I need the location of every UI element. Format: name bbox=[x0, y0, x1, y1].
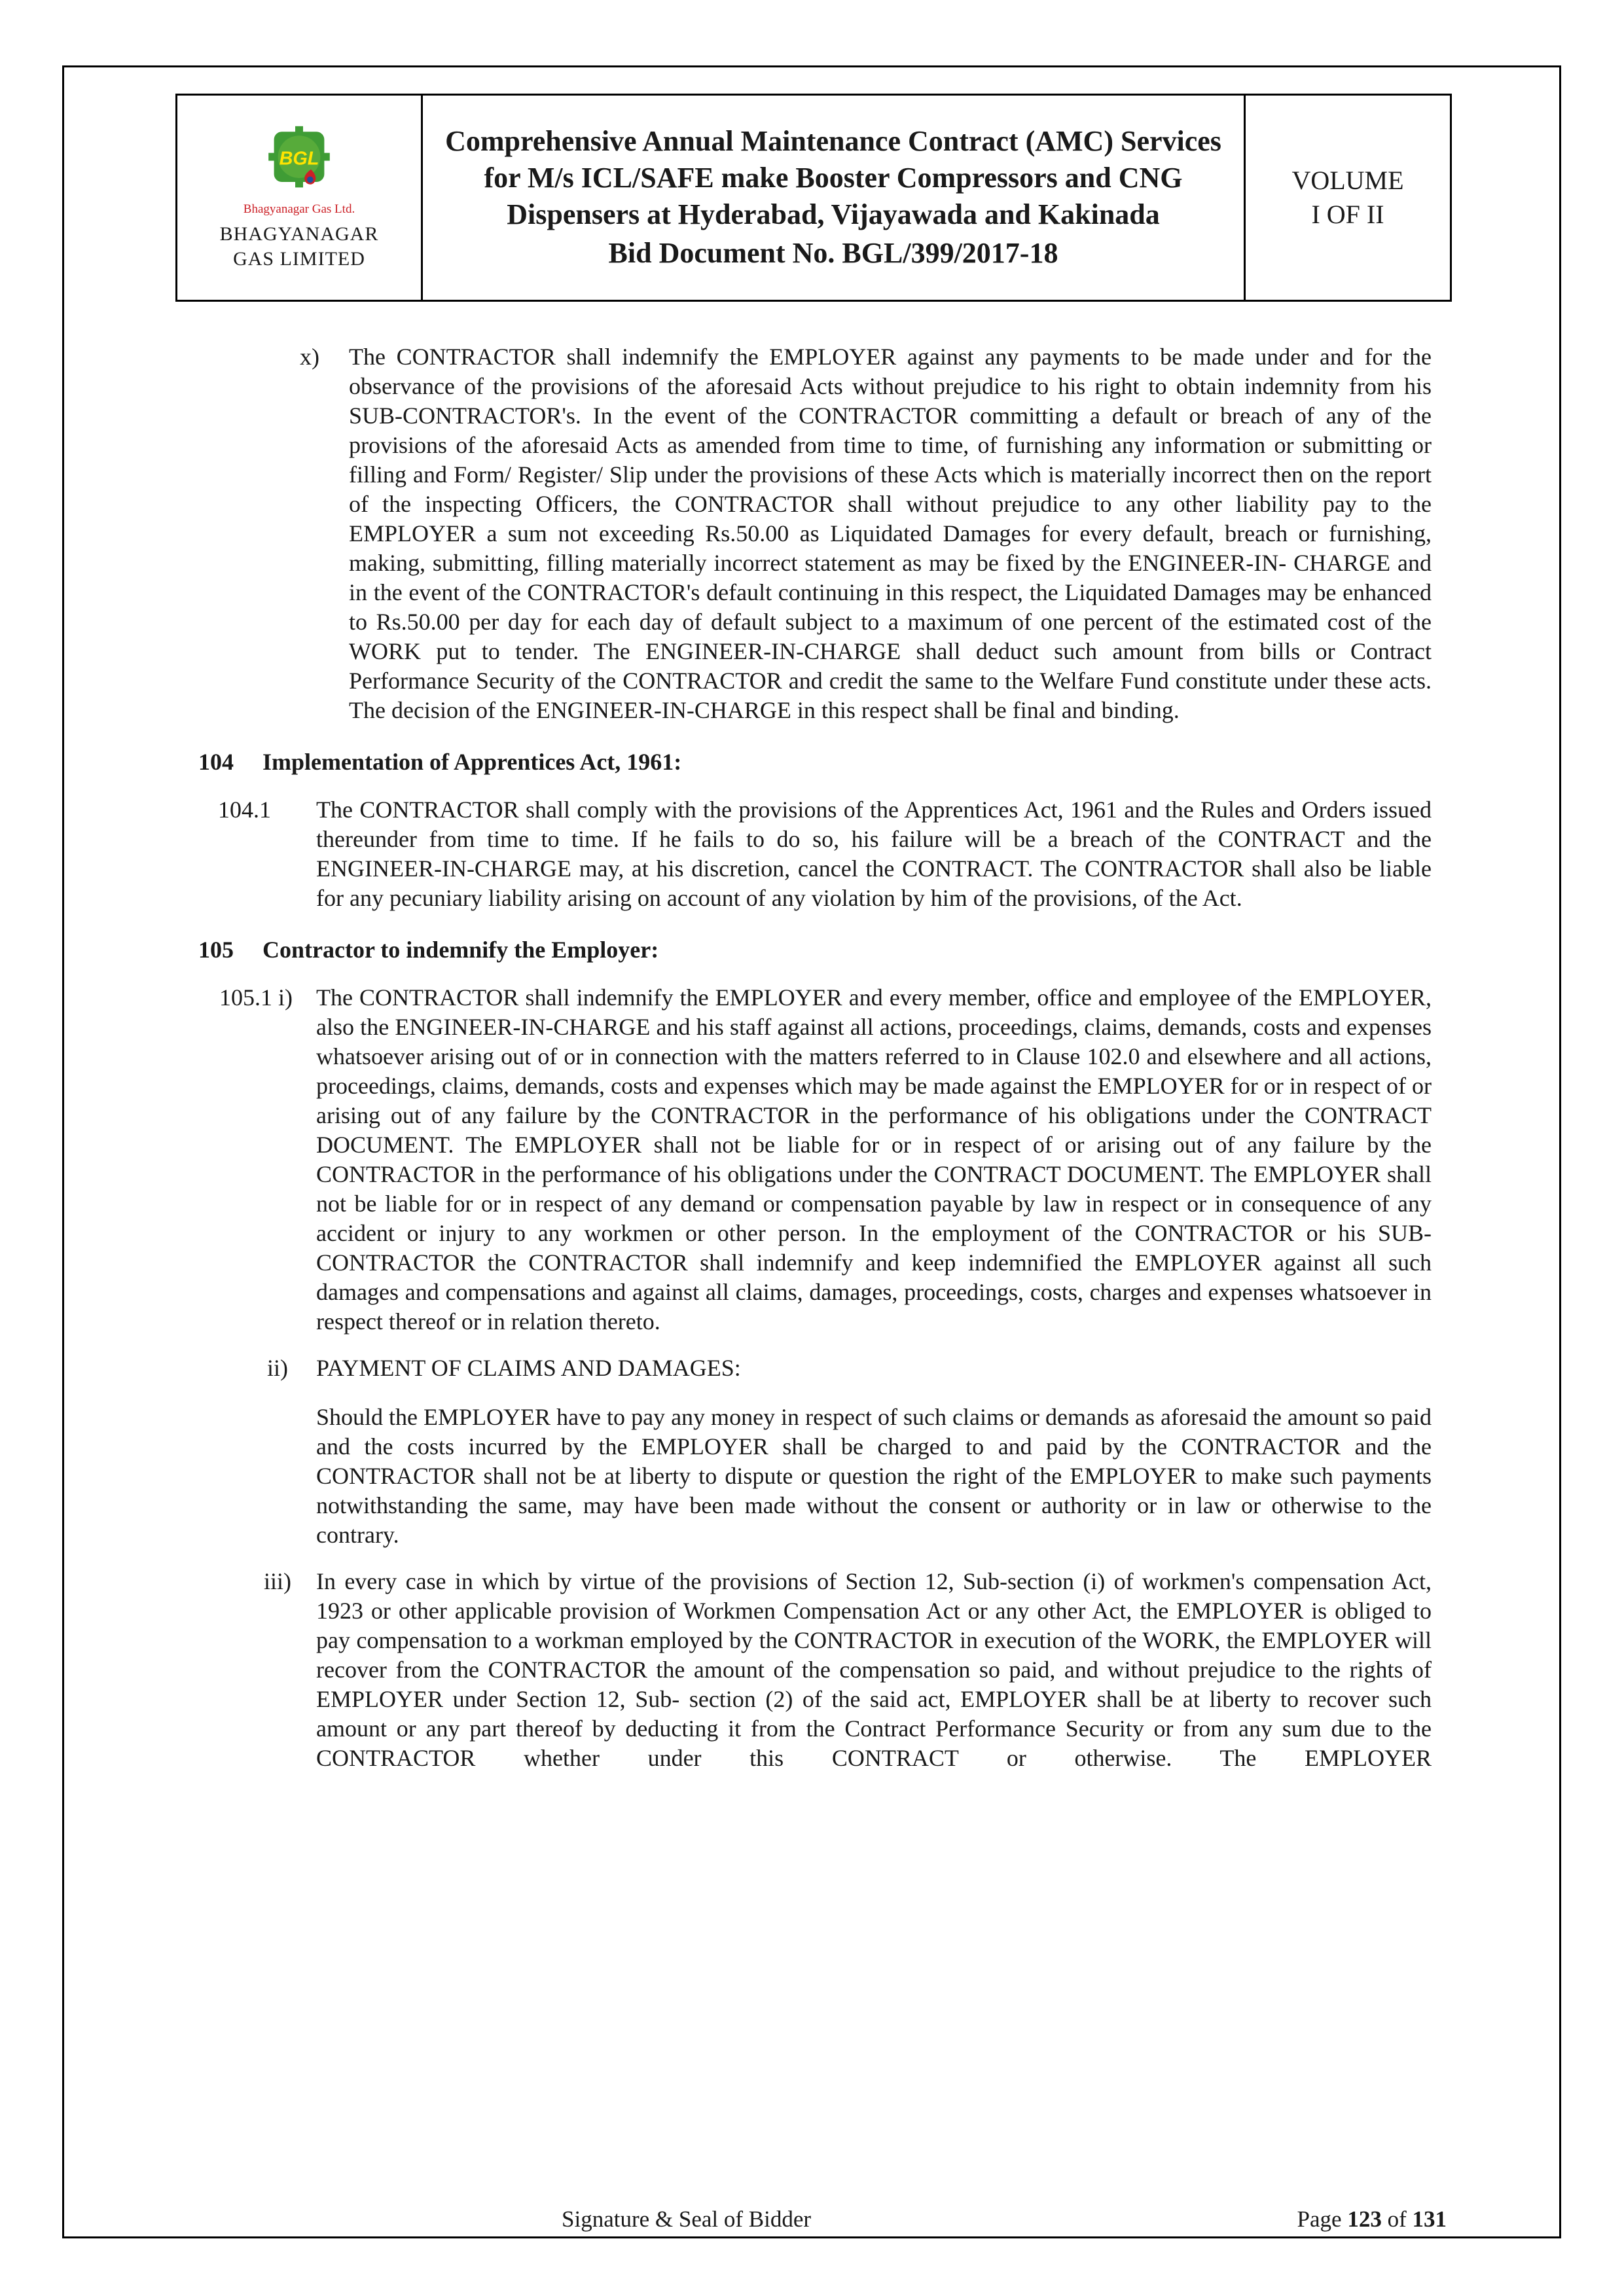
page-number bbox=[1297, 2206, 1447, 2233]
section-105-heading bbox=[198, 935, 1432, 965]
section-105-number: 105 bbox=[198, 937, 234, 963]
company-logo-icon bbox=[256, 124, 342, 201]
item-iii-text: In every case in which by virtue of the provisions of Section 12, Sub-section (i) of workmen's compensation Act, 1923 or other applicable provision of Workmen Compensation Act or any other Act, the EMPLOYER is obliged to pay compensation to a workman employed by the CONTRACTOR in execution of the WORK, the EMPLOYER will recover from the CONTRACTOR the amount of the compensation so paid, and without prejudice to the rights of EMPLOYER under Section 12, Sub- section (2) of the said act, EMPLOYER shall be at liberty to recover such amount or any part thereof by deducting it from the Contract Performance Security or from any sum due to the CONTRACTOR whether under this CONTRACT or otherwise. The EMPLOYER bbox=[316, 1568, 1432, 1771]
paragraph-104-1 bbox=[198, 795, 1432, 913]
page-current: 123 bbox=[1347, 2206, 1382, 2232]
item-ii-heading-text: PAYMENT OF CLAIMS AND DAMAGES: bbox=[316, 1355, 741, 1381]
section-104-number: 104 bbox=[198, 749, 234, 775]
svg-text:BGL: BGL bbox=[279, 148, 319, 170]
clause-x-label: x) bbox=[300, 344, 319, 370]
of-word: of bbox=[1387, 2206, 1407, 2232]
paragraph-105-1-text: The CONTRACTOR shall indemnify the EMPLOYER and every member, office and employee of the EMPLOYER, also the ENGINEER-IN-CHARGE and his staff against all actions, proceedings, claims, demands, costs and expenses whatsoever arising out of or in connection with the matters referred to in Clause 102.0 and elsewhere and all actions, proceedings, claims, demands, costs and expenses which may be made against the EMPLOYER for or in respect of or arising out of any failure by the CONTRACTOR in the performance of his obligations under the CONTRACT DOCUMENT. The EMPLOYER shall not be liable for or in respect of or arising out of any failure by the CONTRACTOR in the performance of his obligations under the CONTRACT DOCUMENT. The EMPLOYER shall not be liable for or in respect of any demand or compensation payable by law in respect or in consequence of any accident or injury to any workmen or other person. In the employment of the CONTRACTOR or his SUB-CONTRACTOR the CONTRACTOR shall indemnify and keep indemnified the EMPLOYER against all such damages and compensations and against all claims, damages, proceedings, costs, charges and expenses whatsoever in respect thereof or in relation thereto. bbox=[316, 984, 1432, 1335]
item-ii-text: Should the EMPLOYER have to pay any money in respect of such claims or demands as aforesaid the amount so paid and the costs incurred by the EMPLOYER shall be charged to and paid by the CONTRACTOR and the CONTRACTOR shall not be at liberty to dispute or question the right of the EMPLOYER to make such payments notwithstanding the same, may have been made without the consent or authority or in law or otherwise to the contrary. bbox=[316, 1404, 1432, 1548]
company-name-line2: GAS LIMITED bbox=[233, 248, 365, 270]
item-iii-label: iii) bbox=[264, 1568, 291, 1594]
paragraph-104-1-text: The CONTRACTOR shall comply with the provisions of the Apprentices Act, 1961 and the Rules and Orders issued thereunder from time to time. If he fails to do so, his failure will be a breach of the CONTRACT and the ENGINEER-IN-CHARGE may, at his discretion, cancel the CONTRACT. The CONTRACTOR shall also be liable for any pecuniary liability arising on account of any violation by him of the provisions, of the Act. bbox=[316, 797, 1432, 911]
page-word: Page bbox=[1297, 2206, 1342, 2232]
logo-subtitle: Bhagyanagar Gas Ltd. bbox=[243, 202, 355, 216]
document-title: Comprehensive Annual Maintenance Contract (AMC) Services for M/s ICL/SAFE make Booster Compressors and CNG Dispensers at Hyderabad, Vijayawada and Kakinada bbox=[445, 125, 1221, 230]
volume-label-line1: VOLUME bbox=[1291, 166, 1404, 195]
item-ii-heading bbox=[198, 1354, 1432, 1383]
item-ii-label: ii) bbox=[267, 1355, 288, 1381]
section-105-title: Contractor to indemnify the Employer: bbox=[262, 937, 659, 963]
page-total: 131 bbox=[1412, 2206, 1447, 2232]
signature-seal-label: Signature & Seal of Bidder bbox=[562, 2206, 812, 2232]
company-name-line1: BHAGYANAGAR bbox=[219, 223, 379, 245]
item-ii-paragraph bbox=[198, 1403, 1432, 1550]
section-104-heading bbox=[198, 747, 1432, 777]
title-cell bbox=[423, 96, 1246, 300]
page-border-frame bbox=[62, 65, 1561, 2238]
volume-cell bbox=[1246, 96, 1450, 300]
section-104-title: Implementation of Apprentices Act, 1961: bbox=[262, 749, 682, 775]
clause-x-text: The CONTRACTOR shall indemnify the EMPLOYER against any payments to be made under and for the observance of the provisions of the aforesaid Acts without prejudice to his right to obtain indemnity from his SUB-CONTRACTOR's. In the event of the CONTRACTOR committing a default or breach of any of the provisions of the aforesaid Acts as amended from time to time, of furnishing any information or submitting or filling and Form/ Register/ Slip under the provisions of these Acts which is materially incorrect then on the report of the inspecting Officers, the CONTRACTOR shall without prejudice to any other liability pay to the EMPLOYER a sum not exceeding Rs.50.00 as Liquidated Damages for every default, breach or furnishing, making, submitting, filling materially incorrect statement as may be fixed by the ENGINEER-IN- CHARGE and in the event of the CONTRACTOR's default continuing in this respect, the Liquidated Damages may be enhanced to Rs.50.00 per day for each day of default subject to a maximum of one percent of the estimated cost of the WORK put to tender. The ENGINEER-IN-CHARGE shall deduct such amount from bills or Contract Performance Security of the CONTRACTOR and credit the same to the Welfare Fund constitute under these acts. The decision of the ENGINEER-IN-CHARGE in this respect shall be final and binding. bbox=[349, 344, 1432, 723]
item-iii-paragraph bbox=[198, 1567, 1432, 1773]
paragraph-105-1-label: 105.1 i) bbox=[219, 984, 293, 1011]
bid-document-number: Bid Document No. BGL/399/2017-18 bbox=[608, 237, 1058, 269]
volume-label-line2: I OF II bbox=[1311, 200, 1384, 229]
paragraph-104-1-label: 104.1 bbox=[218, 797, 271, 823]
paragraph-105-1 bbox=[198, 983, 1432, 1336]
clause-x-paragraph bbox=[198, 342, 1432, 725]
document-body bbox=[64, 302, 1559, 1773]
header-table bbox=[175, 94, 1452, 302]
company-name bbox=[220, 222, 379, 272]
logo-cell bbox=[177, 96, 423, 300]
